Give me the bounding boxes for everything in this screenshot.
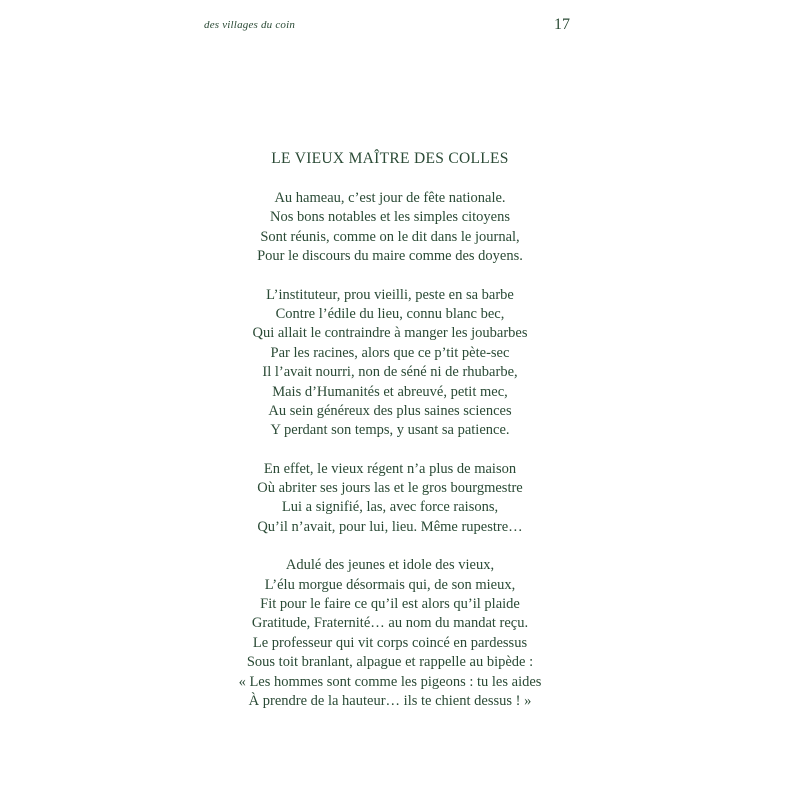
poem-line: Par les racines, alors que ce p’tit pète-sec [270,344,510,361]
poem-line: Lui a signifié, las, avec force raisons, [281,499,499,516]
poem-line: Y perdant son temps, y usant sa patience. [270,422,510,439]
poem-line: L’instituteur, prou vieilli, peste en sa barbe [266,286,514,303]
running-head: des villages du coin [204,19,296,31]
stanza-4 [0,556,780,711]
stanza-3 [0,460,780,538]
poem-line: Pour le discours du maire comme des doyens. [257,248,523,265]
poem-line: En effet, le vieux régent n’a plus de maison [263,460,517,477]
poem-line: Nos bons notables et les simples citoyens [269,209,511,226]
poem-line: Fit pour le faire ce qu’il est alors qu’il plaide [260,596,520,613]
poem-title: LE VIEUX MAÎTRE DES COLLES [271,150,509,167]
poem-line: L’élu morgue désormais qui, de son mieux, [264,576,516,593]
poem-line: Gratitude, Fraternité… au nom du mandat reçu. [251,615,529,632]
poem-line: Il l’avait nourri, non de séné ni de rhubarbe, [262,364,518,381]
stanza-2 [0,286,780,441]
poem-line: À prendre de la hauteur… ils te chient dessus ! » [248,692,532,709]
poem-line: Où abriter ses jours las et le gros bourgmestre [257,480,523,497]
poem-line: Sont réunis, comme on le dit dans le journal, [260,228,520,245]
poem-line: Adulé des jeunes et idole des vieux, [285,557,495,574]
poem-line: Au sein généreux des plus saines sciences [268,402,512,419]
poem-line: Mais d’Humanités et abreuvé, petit mec, [272,383,508,400]
poem-line: Contre l’édile du lieu, connu blanc bec, [275,305,505,322]
poem-line: Sous toit branlant, alpague et rappelle au bipède : [246,654,534,671]
page-number: 17 [554,16,570,33]
poem-body [0,189,780,730]
stanza-1 [0,189,780,267]
poem-line: Au hameau, c’est jour de fête nationale. [274,190,506,206]
poem-line: Qu’il n’avait, pour lui, lieu. Même rupestre… [257,518,523,535]
poem-line: Qui allait le contraindre à manger les joubarbes [252,325,528,342]
poem-line: Le professeur qui vit corps coincé en pardessus [252,634,528,651]
poem-line: « Les hommes sont comme les pigeons : tu les aides [238,673,542,690]
